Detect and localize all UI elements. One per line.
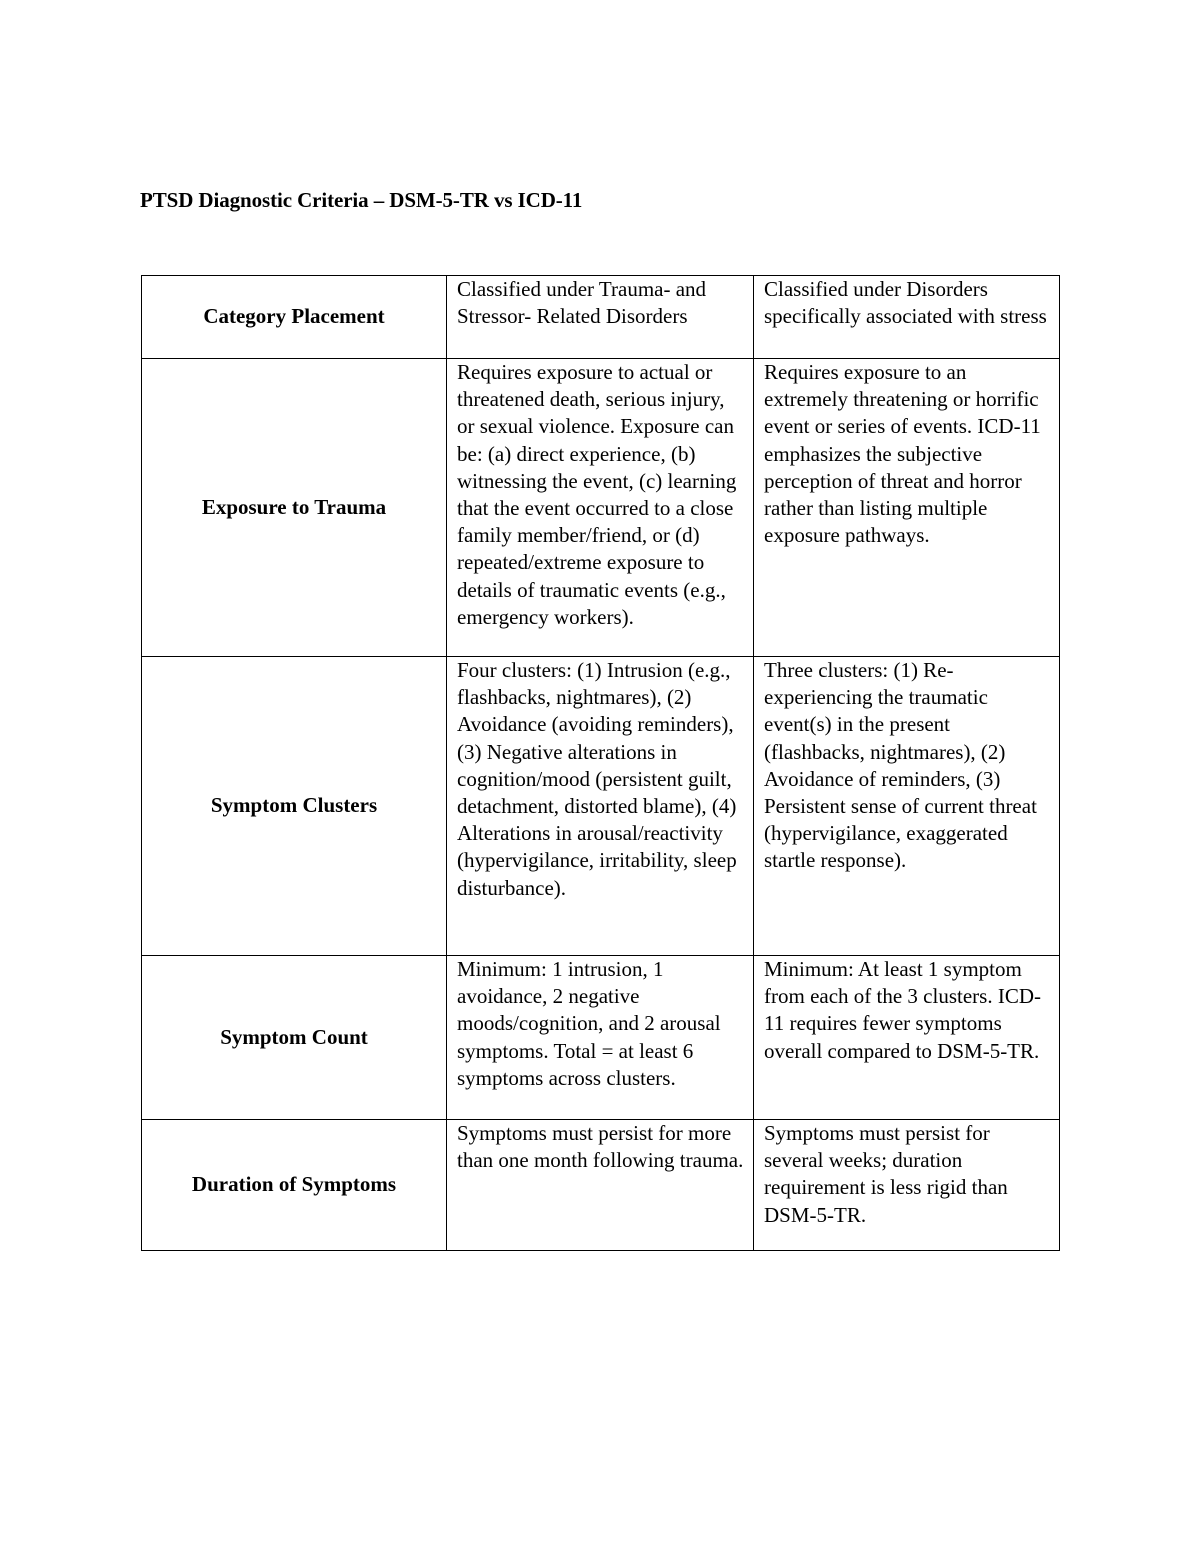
dsm-cell: Requires exposure to actual or threatened death, serious injury, or sexual violence. Exposure can be: (a) direct experience, (b) witnessing the event, (c) learning that the event occurred to a close family member/friend, or (d) repeated/extreme exposure to details of traumatic events (e.g., emergency workers).: [447, 359, 754, 657]
icd-cell: Three clusters: (1) Re-experiencing the traumatic event(s) in the present (flashbacks, nightmares), (2) Avoidance of reminders, (3) Persistent sense of current threat (hypervigilance, exaggerated startle response).: [754, 657, 1060, 956]
table-row-exposure-to-trauma: [142, 359, 1060, 657]
row-label-cell: Exposure to Trauma: [142, 359, 447, 657]
row-label-cell: Category Placement: [142, 276, 447, 359]
row-label-cell: Symptom Count: [142, 956, 447, 1120]
page-title: PTSD Diagnostic Criteria – DSM-5-TR vs ICD-11: [140, 188, 583, 212]
icd-cell: Minimum: At least 1 symptom from each of the 3 clusters. ICD-11 requires fewer symptoms overall compared to DSM-5-TR.: [754, 956, 1060, 1120]
table-row-symptom-clusters: [142, 657, 1060, 956]
dsm-cell: Minimum: 1 intrusion, 1 avoidance, 2 negative moods/cognition, and 2 arousal symptoms. Total = at least 6 symptoms across clusters.: [447, 956, 754, 1120]
row-label-cell: Duration of Symptoms: [142, 1120, 447, 1251]
icd-cell: Classified under Disorders specifically associated with stress: [754, 276, 1060, 359]
icd-cell: Symptoms must persist for several weeks; duration requirement is less rigid than DSM-5-TR.: [754, 1120, 1060, 1251]
table-row-duration-of-symptoms: [142, 1120, 1060, 1251]
table-row-category-placement: [142, 276, 1060, 359]
dsm-cell: Symptoms must persist for more than one month following trauma.: [447, 1120, 754, 1251]
table-row-symptom-count: [142, 956, 1060, 1120]
dsm-cell: Four clusters: (1) Intrusion (e.g., flashbacks, nightmares), (2) Avoidance (avoiding reminders), (3) Negative alterations in cognition/mood (persistent guilt, detachment, distorted blame), (4) Alterations in arousal/reactivity (hypervigilance, irritability, sleep disturbance).: [447, 657, 754, 956]
dsm-cell: Classified under Trauma- and Stressor- Related Disorders: [447, 276, 754, 359]
criteria-comparison-table: [141, 275, 1060, 1251]
icd-cell: Requires exposure to an extremely threatening or horrific event or series of events. ICD-11 emphasizes the subjective perception of threat and horror rather than listing multiple exposure pathways.: [754, 359, 1060, 657]
row-label-cell: Symptom Clusters: [142, 657, 447, 956]
